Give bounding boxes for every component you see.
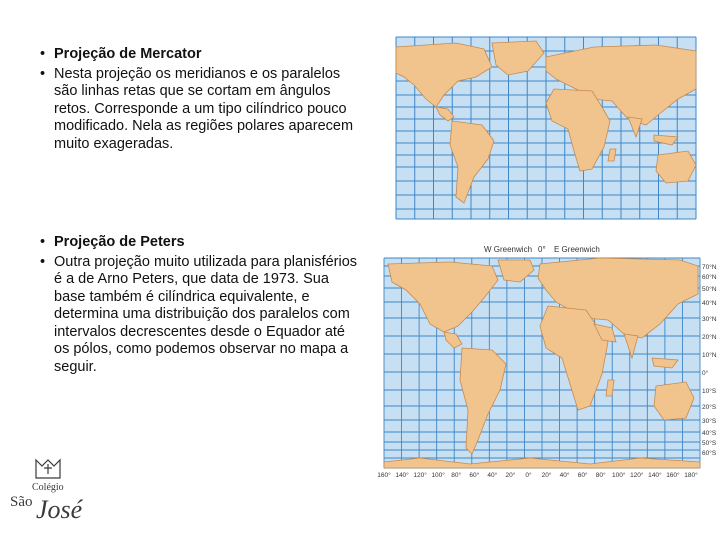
peters-text: Outra projeção muito utilizada para planisférios é a de Arno Peters, que data de 1973. Sua base também é cilíndrica equivalente, e determina uma distribuição dos paralelos com intervalos decrescentes desde o Equador até os pólos, como podemos observar no mapa a seguir.	[54, 253, 358, 375]
latitude-label: 60°N	[702, 274, 717, 281]
longitude-label: 120°	[413, 472, 427, 479]
peters-section	[40, 234, 358, 378]
peters-label-west: W Greenwich	[484, 245, 533, 254]
latitude-label: 10°N	[702, 352, 717, 359]
longitude-label: 180°	[684, 472, 698, 479]
longitude-label: 100°	[431, 472, 445, 479]
longitude-label: 80°	[595, 472, 606, 479]
longitude-label: 120°	[630, 472, 644, 479]
longitude-label: 20°	[541, 472, 552, 479]
logo-text-jose: José	[36, 495, 83, 524]
peters-label-zero: 0°	[538, 245, 546, 254]
bullet: •	[40, 65, 46, 82]
longitude-label: 60°	[577, 472, 588, 479]
longitude-label: 80°	[451, 472, 462, 479]
longitude-label: 20°	[505, 472, 516, 479]
peters-map	[377, 240, 717, 480]
longitude-label: 60°	[469, 472, 480, 479]
mercator-map	[396, 37, 696, 219]
peters-title: Projeção de Peters	[54, 234, 185, 250]
mercator-text: Nesta projeção os meridianos e os paralelos são linhas retas que se cortam em ângulos retos. Corresponde a um tipo cilíndrico pouco modificado. Nela as regiões polares aparecem muito exageradas.	[54, 65, 354, 152]
longitude-label: 40°	[559, 472, 570, 479]
latitude-label: 50°N	[702, 286, 717, 293]
latitude-label: 30°N	[702, 316, 717, 323]
peters-label-east: E Greenwich	[554, 245, 600, 254]
mercator-title: Projeção de Mercator	[54, 46, 202, 62]
longitude-label: 40°	[487, 472, 498, 479]
mercator-section	[40, 46, 360, 155]
bullet: •	[40, 234, 46, 250]
longitude-label: 160°	[666, 472, 680, 479]
latitude-label: 30°S	[702, 418, 717, 425]
latitude-label: 40°S	[702, 430, 717, 437]
latitude-label: 60°S	[702, 450, 717, 457]
logo-text-sao: São	[10, 494, 33, 510]
latitude-label: 20°N	[702, 334, 717, 341]
latitude-label: 70°N	[702, 264, 717, 271]
peters-longitude-labels	[377, 471, 698, 479]
bullet: •	[40, 253, 46, 270]
bullet: •	[40, 46, 46, 62]
peters-latitude-labels	[702, 263, 717, 457]
latitude-label: 50°S	[702, 440, 717, 447]
longitude-label: 160°	[377, 472, 391, 479]
antarctica-land	[384, 458, 700, 468]
longitude-label: 140°	[648, 472, 662, 479]
logo-text-colegio: Colégio	[32, 482, 64, 493]
latitude-label: 20°S	[702, 404, 717, 411]
latitude-label: 40°N	[702, 300, 717, 307]
latitude-label: 10°S	[702, 388, 717, 395]
longitude-label: 100°	[612, 472, 626, 479]
colegio-sao-jose-logo	[8, 456, 98, 531]
longitude-label: 140°	[395, 472, 409, 479]
logo-emblem	[36, 460, 60, 478]
latitude-label: 0°	[702, 370, 709, 377]
longitude-label: 0°	[525, 472, 532, 479]
